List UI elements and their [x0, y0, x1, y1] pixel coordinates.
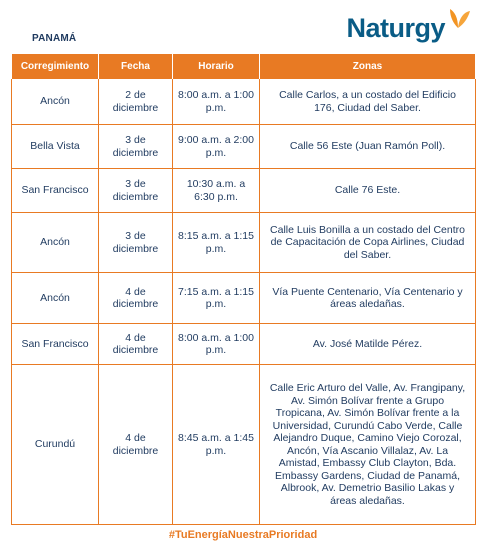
- cell-horario: 8:00 a.m. a 1:00 p.m.: [173, 79, 260, 125]
- cell-zonas: Calle 56 Este (Juan Ramón Poll).: [260, 125, 476, 169]
- cell-zonas: Calle Eric Arturo del Valle, Av. Frangipany, Av. Simón Bolívar frente a Grupo Tropicana, Av. Simón Bolívar frente a la Universidad, Curundú Cabo Verde, Calle Alejandro Duque, Camino Viejo Corozal, Ancón, Vía Ascanio Villalaz, Av. La Amistad, Embassy Club Clayton, Bda. Embassy Gardens, Ciudad de Panamá, Albrook, Av. Demetrio Basilio Lakas y áreas aledañas.: [260, 365, 476, 525]
- cell-horario: 8:15 a.m. a 1:15 p.m.: [173, 213, 260, 273]
- column-header-zonas: Zonas: [260, 54, 476, 79]
- butterfly-logo-icon: [446, 6, 472, 32]
- cell-corregimiento: Bella Vista: [12, 125, 99, 169]
- cell-fecha: 3 de diciembre: [99, 213, 173, 273]
- table-row: [12, 125, 476, 169]
- cell-corregimiento: San Francisco: [12, 324, 99, 365]
- table-row: [12, 169, 476, 213]
- cell-zonas: Calle Carlos, a un costado del Edificio 176, Ciudad del Saber.: [260, 79, 476, 125]
- cell-horario: 8:00 a.m. a 1:00 p.m.: [173, 324, 260, 365]
- cell-horario: 8:45 a.m. a 1:45 p.m.: [173, 365, 260, 525]
- cell-horario: 10:30 a.m. a 6:30 p.m.: [173, 169, 260, 213]
- cell-fecha: 4 de diciembre: [99, 324, 173, 365]
- naturgy-logo: [346, 6, 472, 42]
- table-row: [12, 324, 476, 365]
- table-row: [12, 365, 476, 525]
- cell-horario: 9:00 a.m. a 2:00 p.m.: [173, 125, 260, 169]
- page-header: [0, 0, 486, 54]
- schedule-table: [11, 54, 476, 525]
- cell-corregimiento: Curundú: [12, 365, 99, 525]
- cell-fecha: 2 de diciembre: [99, 79, 173, 125]
- cell-fecha: 4 de diciembre: [99, 365, 173, 525]
- cell-corregimiento: Ancón: [12, 79, 99, 125]
- table-row: [12, 213, 476, 273]
- column-header-corregimiento: Corregimiento: [12, 54, 99, 79]
- cell-zonas: Calle Luis Bonilla a un costado del Centro de Capacitación de Copa Airlines, Ciudad del Saber.: [260, 213, 476, 273]
- table-row: [12, 273, 476, 324]
- cell-fecha: 3 de diciembre: [99, 125, 173, 169]
- cell-horario: 7:15 a.m. a 1:15 p.m.: [173, 273, 260, 324]
- cell-corregimiento: Ancón: [12, 273, 99, 324]
- cell-fecha: 4 de diciembre: [99, 273, 173, 324]
- table-row: [12, 79, 476, 125]
- table-header-row: [12, 54, 476, 79]
- cell-fecha: 3 de diciembre: [99, 169, 173, 213]
- footer-hashtag: #TuEnergíaNuestraPrioridad: [168, 529, 318, 541]
- cell-zonas: Calle 76 Este.: [260, 169, 476, 213]
- region-title: PANAMÁ: [32, 33, 77, 44]
- column-header-horario: Horario: [173, 54, 260, 79]
- cell-zonas: Vía Puente Centenario, Vía Centenario y áreas aledañas.: [260, 273, 476, 324]
- cell-corregimiento: San Francisco: [12, 169, 99, 213]
- cell-corregimiento: Ancón: [12, 213, 99, 273]
- cell-zonas: Av. José Matilde Pérez.: [260, 324, 476, 365]
- column-header-fecha: Fecha: [99, 54, 173, 79]
- logo-wordmark: Naturgy: [346, 13, 445, 43]
